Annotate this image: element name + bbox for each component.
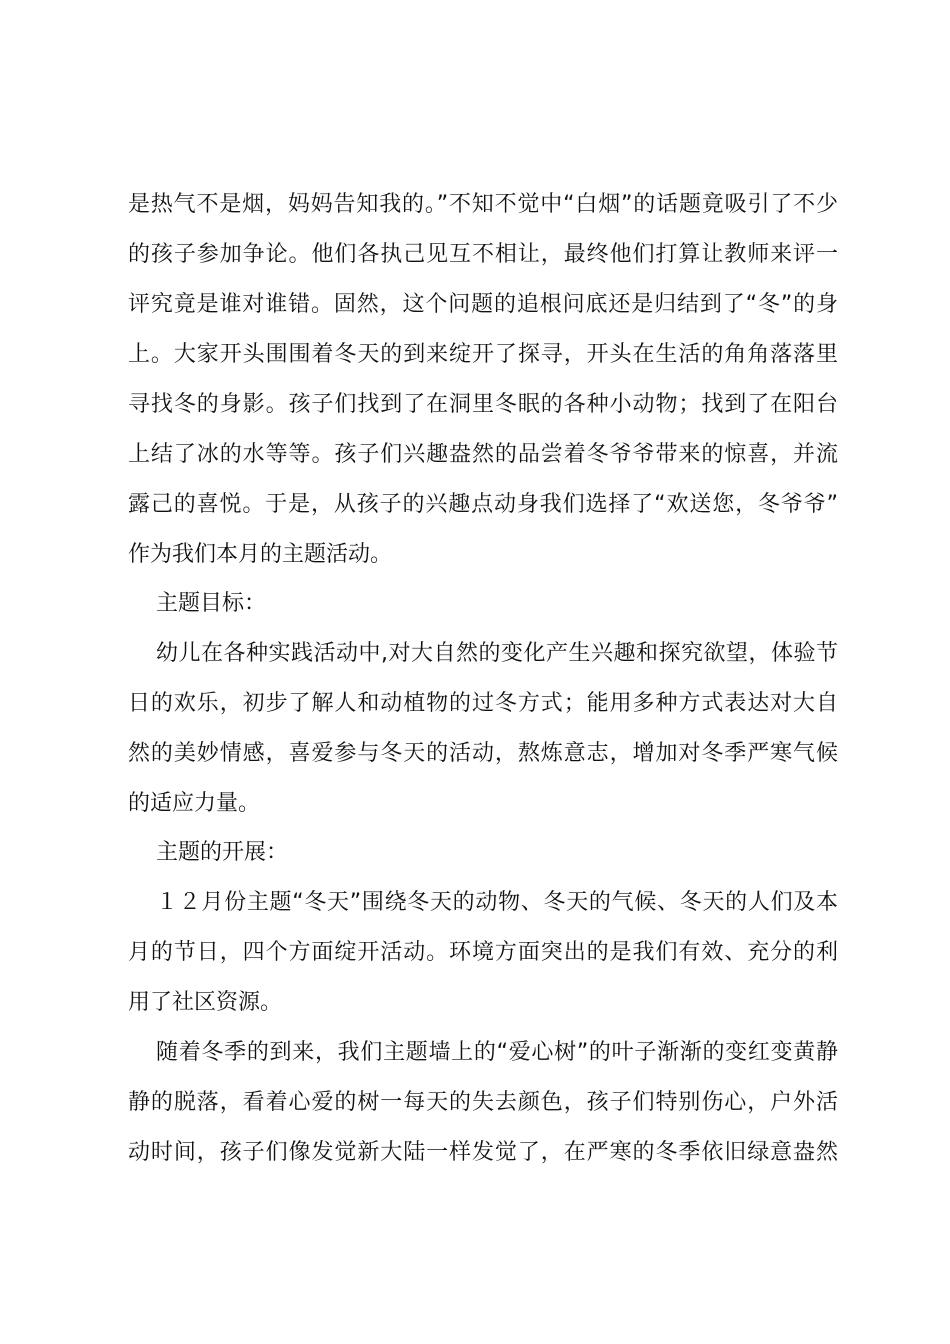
text-line: 上结了冰的水等等。孩子们兴趣盎然的品尝着冬爷爷带来的惊喜，并流 xyxy=(128,442,838,467)
text-line: 的孩子参加争论。他们各执己见互不相让，最终他们打算让教师来评一 xyxy=(128,242,838,267)
text-line: 日的欢乐，初步了解人和动植物的过冬方式；能用多种方式表达对大自 xyxy=(128,691,838,716)
text-line: 然的美妙情感，喜爱参与冬天的活动，熬炼意志，增加对冬季严寒气候 xyxy=(128,741,838,766)
text-line: 寻找冬的身影。孩子们找到了在洞里冬眠的各种小动物；找到了在阳台 xyxy=(128,392,838,417)
text-line: 静的脱落，看着心爱的树一每天的失去颜色，孩子们特别伤心，户外活 xyxy=(128,1090,838,1115)
text-line: 评究竟是谁对谁错。固然，这个问题的追根问底还是归结到了“冬”的身 xyxy=(128,292,838,317)
text-line: 月的节日，四个方面绽开活动。环境方面突出的是我们有效、充分的利 xyxy=(128,940,838,965)
text-line: 用了社区资源。 xyxy=(128,990,283,1015)
text-line: 幼儿在各种实践活动中,对大自然的变化产生兴趣和探究欲望，体验节 xyxy=(156,641,838,666)
text-line: 作为我们本月的主题活动。 xyxy=(128,542,393,567)
text-line: １２月份主题“冬天”围绕冬天的动物、冬天的气候、冬天的人们及本 xyxy=(156,890,838,915)
text-line: 上。大家开头围围着冬天的到来绽开了探寻，开头在生活的角角落落里 xyxy=(128,342,838,367)
section-heading-goals: 主题目标： xyxy=(156,591,267,616)
text-line: 随着冬季的到来，我们主题墙上的“爱心树”的叶子渐渐的变红变黄静 xyxy=(156,1040,838,1065)
text-line: 是热气不是烟，妈妈告知我的。”不知不觉中“白烟”的话题竟吸引了不少 xyxy=(128,192,838,217)
text-line: 的适应力量。 xyxy=(128,791,261,816)
section-heading-development: 主题的开展： xyxy=(156,840,289,865)
text-line: 动时间，孩子们像发觉新大陆一样发觉了，在严寒的冬季依旧绿意盎然 xyxy=(128,1140,838,1165)
text-line: 露己的喜悦。于是，从孩子的兴趣点动身我们选择了“欢送您，冬爷爷” xyxy=(128,492,838,517)
